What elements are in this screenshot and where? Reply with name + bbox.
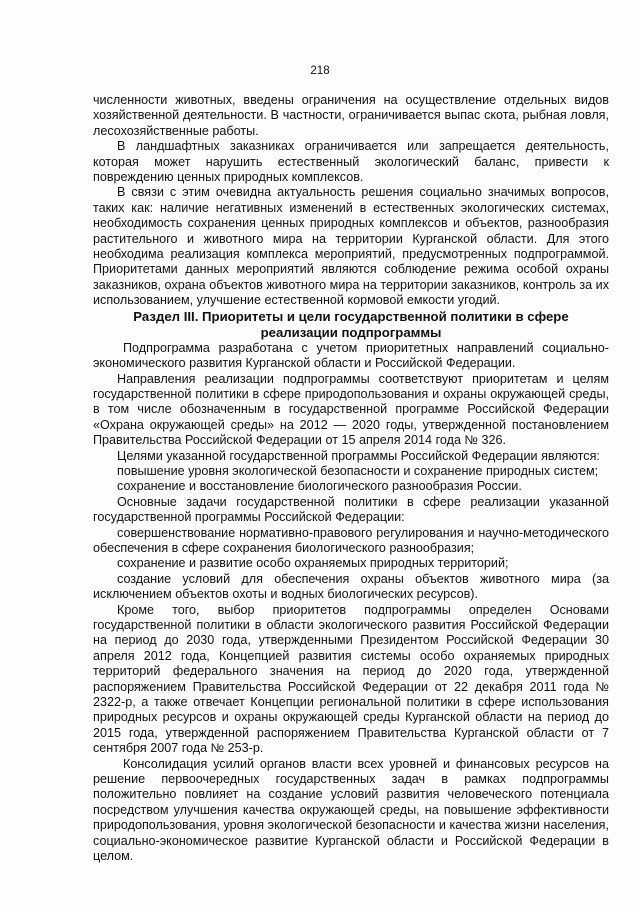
paragraph: В ландшафтных заказниках ограничивается или запрещается деятельность, которая может нарушить естественный экологический баланс, привести к повреждению ценных природных комплексов. — [93, 139, 609, 185]
paragraph: Подпрограмма разработана с учетом приоритетных направлений социально-экономического развития Курганской области и Российской Федерации. — [93, 340, 609, 371]
list-item: совершенствование нормативно-правового регулирования и научно-методического обеспечения в сфере сохранения биологического разнообразия; — [93, 525, 609, 555]
section-heading: Раздел III. Приоритеты и цели государственной политики в сфере реализации подпрограммы — [133, 308, 569, 340]
document-body — [93, 93, 609, 865]
paragraph: Кроме того, выбор приоритетов подпрограммы определен Основами государственной политики в области экологического развития Российской Федерации на период до 2030 года, утвержденными Президентом Российской Федерации 30 апреля 2012 года, Концепцией развития системы особо охраняемых природных территорий федерального значения на период до 2020 года, утвержденной распоряжением Правительства Российской Федерации от 22 декабря 2011 года № 2322-р, а также отвечает Концепции региональной политики в сфере использования природных ресурсов и охраны окружающей среды Курганской области на период до 2015 года, утвержденной распоряжением Правительства Курганской области от 7 сентября 2007 года № 253-р. — [93, 602, 609, 756]
list-item: сохранение и развитие особо охраняемых природных территорий; — [117, 556, 509, 571]
paragraph: Направления реализации подпрограммы соответствуют приоритетам и целям государственной политики в сфере природопользования и охраны окружающей среды, в том числе обозначенным в государственной программе Российской Федерации «Охрана окружающей среды» на 2012 — 2020 годы, утвержденной постановлением Правительства Российской Федерации от 15 апреля 2014 года № 326. — [93, 371, 609, 448]
list-item: повышение уровня экологической безопасности и сохранение природных систем; — [117, 463, 599, 478]
list-item: создание условий для обеспечения охраны объектов животного мира (за исключением объектов охоты и водных биологических ресурсов). — [93, 571, 609, 602]
paragraph: Консолидация усилий органов власти всех уровней и финансовых ресурсов на решение первоочередных государственных задач в рамках подпрограммы положительно повлияет на создание условий развития человеческого потенциала посредством улучшения качества окружающей среды, на повышение эффективности природопользования, уровня экологической безопасности и качества жизни населения, социально-экономическое развитие Курганской области и Российской Федерации в целом. — [93, 756, 609, 864]
paragraph: Целями указанной государственной программы Российской Федерации являются: — [117, 448, 600, 463]
paragraph: численности животных, введены ограничения на осуществление отдельных видов хозяйственной деятельности. В частности, ограничивается выпас скота, рыбная ловля, лесохозяйственные работы. — [93, 93, 609, 138]
paragraph: Основные задачи государственной политики в сфере реализации указанной государственной программы Российской Федерации: — [93, 494, 609, 525]
list-item: сохранение и восстановление биологического разнообразия России. — [117, 479, 522, 494]
paragraph: В связи с этим очевидна актуальность решения социально значимых вопросов, таких как: наличие негативных изменений в естественных экологических системах, необходимость сохранения ценных природных комплексов и объектов, разнообразия растительного и животного мира на территории Курганской области. Для этого необходима реализация комплекса мероприятий, предусмотренных подпрограммой. Приоритетами данных мероприятий являются соблюдение режима особой охраны заказников, охрана объектов животного мира на территории заказников, контроль за их использованием, улучшение естественной кормовой емкости угодий. — [93, 185, 609, 308]
page-number: 218 — [310, 65, 330, 77]
